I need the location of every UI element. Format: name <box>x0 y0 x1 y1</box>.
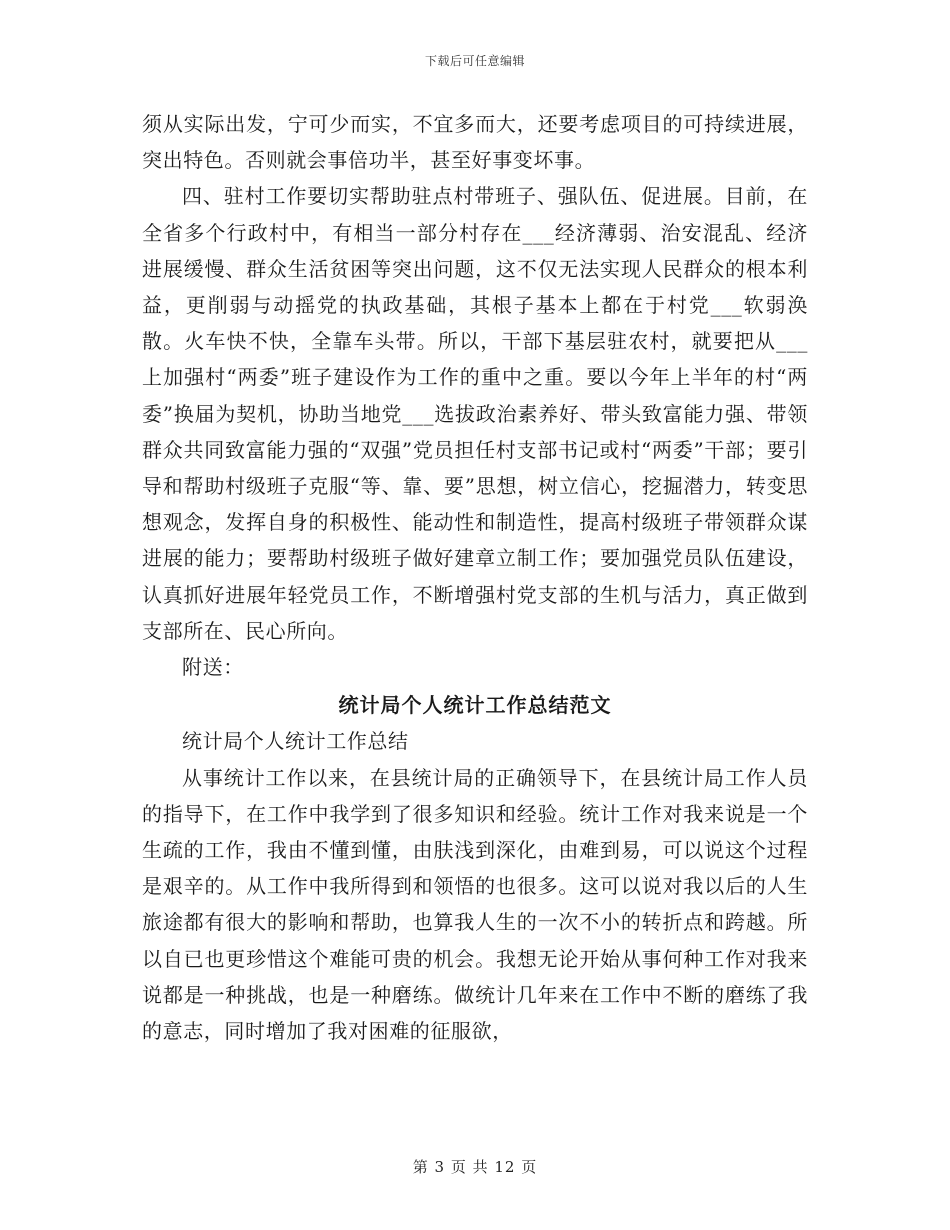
paragraph-article-body: 从事统计工作以来，在县统计局的正确领导下，在县统计局工作人员的指导下，在工作中我学到了很多知识和经验。统计工作对我来说是一个生疏的工作，我由不懂到懂，由肤浅到深化，由难到易，可以说这个过程是艰辛的。从工作中我所得到和领悟的也很多。这可以说对我以后的人生旅途都有很大的影响和帮助，也算我人生的一次不小的转折点和跨越。所以自已也更珍惜这个难能可贵的机会。我想无论开始从事何种工作对我来说都是一种挑战，也是一种磨练。做统计几年来在工作中不断的磨练了我的意志，同时增加了我对困难的征服欲， <box>142 765 808 1044</box>
paragraph-continuation: 须从实际出发，宁可少而实，不宜多而大，还要考虑项目的可持续进展，突出特色。否则就会事倍功半，甚至好事变坏事。 <box>142 112 808 173</box>
article-title: 统计局个人统计工作总结范文 <box>338 693 612 718</box>
article-subtitle: 统计局个人统计工作总结 <box>182 729 409 754</box>
paragraph-appendix-label: 附送： <box>182 655 244 680</box>
page-header-note: 下载后可任意编辑 <box>424 54 525 68</box>
document-body <box>142 106 808 1049</box>
page-number: 第 3 页 共 12 页 <box>412 1158 538 1176</box>
paragraph-section-four: 四、驻村工作要切实帮助驻点村带班子、强队伍、促进展。目前，在全省多个行政村中，有相当一部分村存在___经济薄弱、治安混乱、经济进展缓慢、群众生活贫困等突出问题，这不仅无法实现人民群众的根本利益，更削弱与动摇党的执政基础，其根子基本上都在于村党___软弱涣散。火车快不快，全靠车头带。所以，干部下基层驻农村，就要把从___上加强村“两委”班子建设作为工作的重中之重。要以今年上半年的村“两委”换届为契机，协助当地党___选拔政治素养好、带头致富能力强、带领群众共同致富能力强的“双强”党员担任村支部书记或村“两委”干部；要引导和帮助村级班子克服“等、靠、要”思想，树立信心，挖掘潜力，转变思想观念，发挥自身的积极性、能动性和制造性，提高村级班子带领群众谋进展的能力；要帮助村级班子做好建章立制工作；要加强党员队伍建设，认真抓好进展年轻党员工作，不断增强村党支部的生机与活力，真正做到支部所在、民心所向。 <box>142 184 808 643</box>
